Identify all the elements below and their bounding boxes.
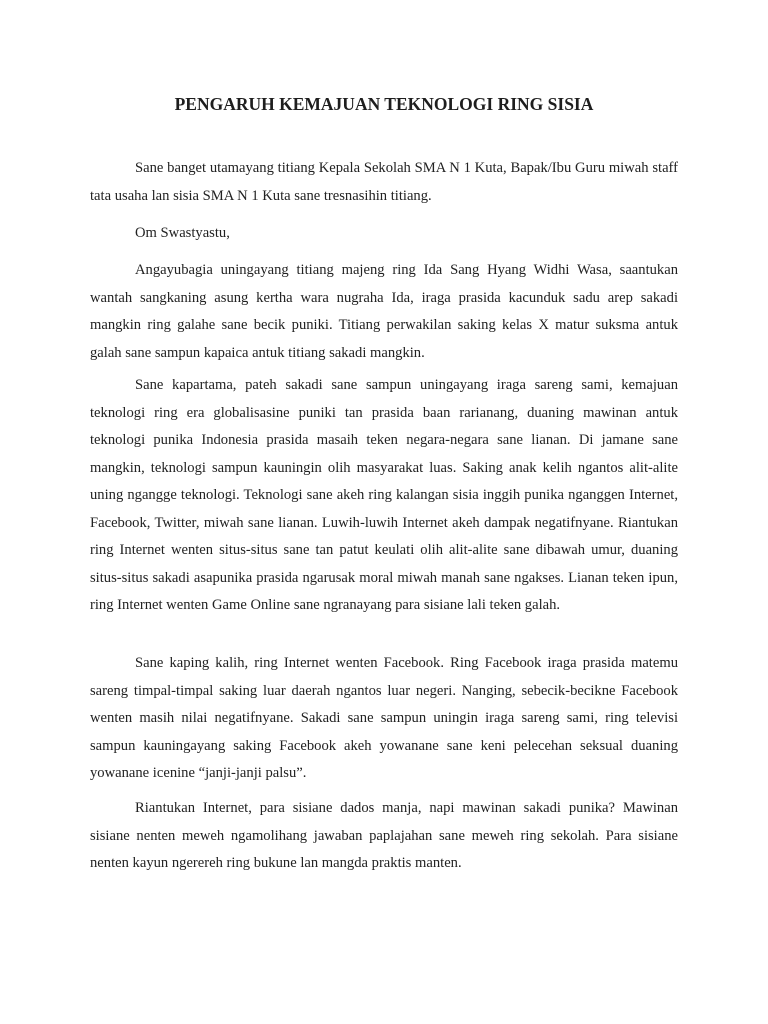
opening-paragraph: Angayubagia uningayang titiang majeng ring Ida Sang Hyang Widhi Wasa, saantukan wantah sangkaning asung kertha wara nugraha Ida, iraga prasida kacunduk sadu arep sakadi mangkin ring galahe sane becik puniki. Titiang perwakilan saking kelas X matur suksma antuk galah sane sampun kapaica antuk titiang sakadi mangkin. <box>90 262 678 361</box>
body-paragraph-second-point: Sane kaping kalih, ring Internet wenten Facebook. Ring Facebook iraga prasida matemu sareng timpal-timpal saking luar daerah ngantos luar negeri. Nanging, sebecik-becikne Facebook wenten masih nilai negatifnyane. Sakadi sane sampun uningin iraga sareng sami, ring televisi sampun kauningayang saking Facebook akeh yowanane sane keni pelecehan seksual duaning yowanane icenine “janji-janji palsu”. <box>90 655 678 781</box>
body-paragraph-first-point: Sane kapartama, pateh sakadi sane sampun uningayang iraga sareng sami, kemajuan teknologi ring era globalisasine puniki tan prasida baan rarianang, duaning mawinan antuk teknologi punika Indonesia prasida masaih teken negara-negara sane lianan. Di jamane sane mangkin, teknologi sampun kauningin olih masyarakat luas. Saking anak kelih ngantos alit-alite uning ngangge teknologi. Teknologi sane akeh ring kalangan sisia inggih punika nganggen Internet, Facebook, Twitter, miwah sane lianan. Luwih-luwih Internet akeh dampak negatifnyane. Riantukan ring Internet wenten situs-situs sane tan patut keulati olih alit-alite sane dibawah umur, duaning situs-situs sakadi asapunika prasida ngarusak moral miwah manah sane ngakses. Lianan teken ipun, ring Internet wenten Game Online sane ngranayang para sisiane lali teken galah. <box>90 377 678 613</box>
greeting-paragraph: Om Swastyastu, <box>135 225 230 241</box>
salutation-paragraph: Sane banget utamayang titiang Kepala Sekolah SMA N 1 Kuta, Bapak/Ibu Guru miwah staff tata usaha lan sisia SMA N 1 Kuta sane tresnasihin titiang. <box>90 160 678 204</box>
document-title: PENGARUH KEMAJUAN TEKNOLOGI RING SISIA <box>174 94 594 114</box>
body-paragraph-third-point: Riantukan Internet, para sisiane dados manja, napi mawinan sakadi punika? Mawinan sisiane nenten meweh ngamolihang jawaban paplajahan sane meweh ring sekolah. Para sisiane nenten kayun ngerereh ring bukune lan mangda praktis manten. <box>90 800 678 871</box>
